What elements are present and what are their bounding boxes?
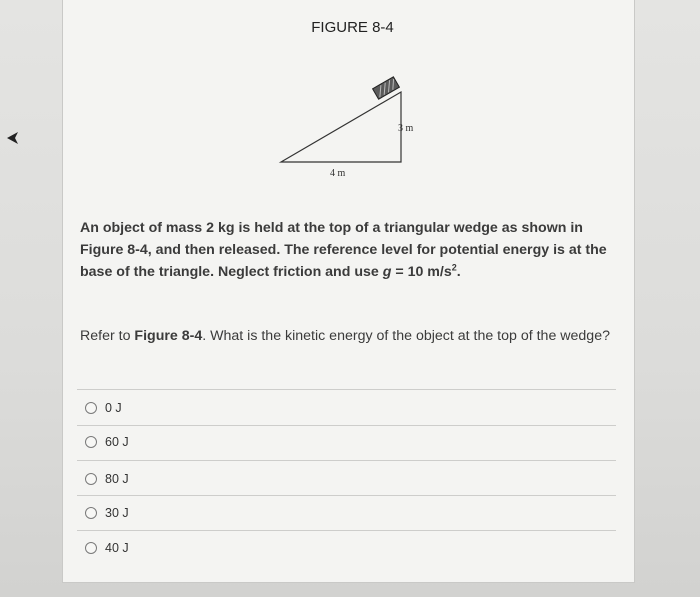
answer-option[interactable] (85, 538, 129, 558)
divider (77, 530, 616, 531)
answer-option[interactable] (85, 503, 129, 523)
question-card (62, 0, 635, 583)
divider (77, 495, 616, 496)
radio-button[interactable] (85, 542, 97, 554)
base-label: 4 m (330, 168, 346, 179)
height-label: 3 m (398, 123, 414, 134)
answer-option-label: 40 J (105, 541, 129, 555)
answer-option[interactable] (85, 432, 129, 452)
g-end: . (456, 264, 461, 280)
radio-button[interactable] (85, 402, 97, 414)
g-symbol: g (382, 264, 392, 280)
wedge-triangle (281, 92, 401, 162)
figure-title: FIGURE 8-4 (311, 19, 394, 36)
answer-option[interactable] (85, 469, 129, 489)
radio-button[interactable] (85, 436, 97, 448)
question-main: An object of mass 2 kg is held at the top of a triangular wedge as shown in Figure 8-4, and then released. The reference level for potential energy is at the base of the triangle. Neglect friction and use (80, 220, 607, 280)
g-value: = 10 m/s (391, 264, 452, 280)
prompt-text (80, 325, 610, 347)
divider (77, 389, 616, 390)
answer-option[interactable] (85, 398, 122, 418)
radio-button[interactable] (85, 473, 97, 485)
answer-option-label: 30 J (105, 506, 129, 520)
answer-option-label: 0 J (105, 401, 122, 415)
radio-button[interactable] (85, 507, 97, 519)
divider (77, 425, 616, 426)
answer-option-label: 60 J (105, 435, 129, 449)
mouse-cursor-icon (6, 131, 20, 145)
question-text (80, 217, 610, 283)
prompt-suffix: . What is the kinetic energy of the object at the top of the wedge? (202, 328, 610, 344)
wedge-diagram (63, 0, 636, 200)
prompt-prefix: Refer to (80, 328, 135, 344)
answer-option-label: 80 J (105, 472, 129, 486)
g-exponent: 2 (451, 262, 457, 273)
divider (77, 460, 616, 461)
figure-reference: Figure 8-4 (134, 328, 203, 344)
